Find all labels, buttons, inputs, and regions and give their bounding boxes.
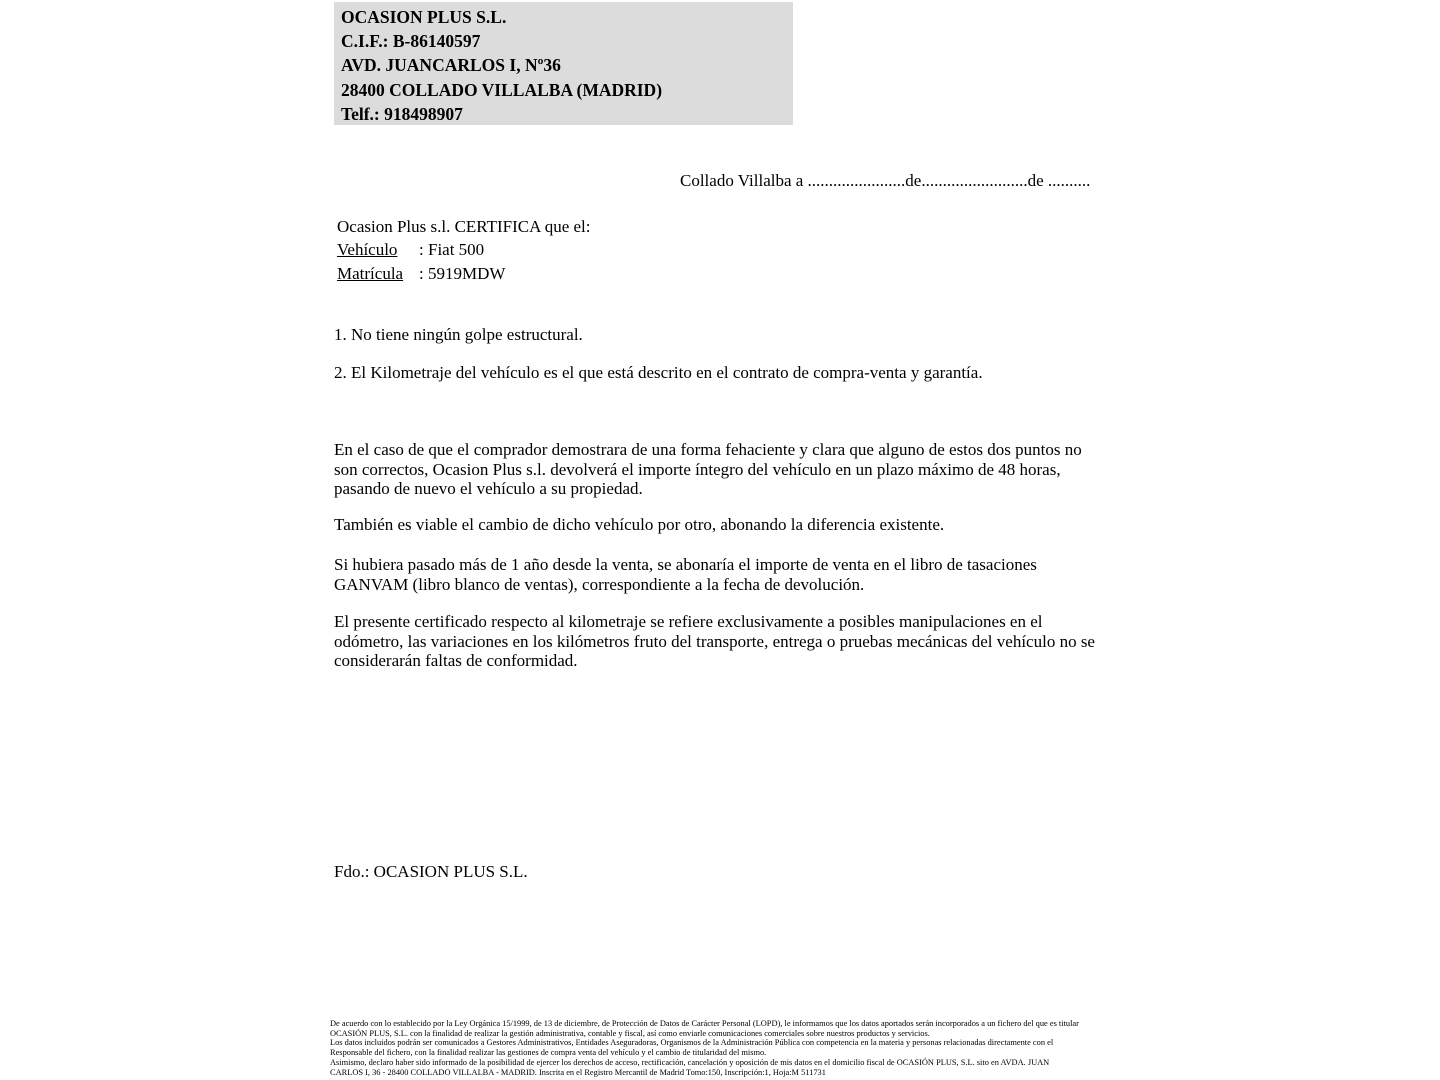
company-address: AVD. JUANCARLOS I, Nº36	[341, 55, 561, 76]
company-cif: C.I.F.: B-86140597	[341, 31, 481, 52]
plate-label: Matrícula	[337, 264, 404, 283]
certify-intro: Ocasion Plus s.l. CERTIFICA que el:	[337, 217, 591, 236]
clause-structural-damage: 1. No tiene ningún golpe estructural.	[334, 325, 583, 344]
legal-footer	[330, 1019, 1120, 1077]
company-name: OCASION PLUS S.L.	[341, 7, 507, 27]
paragraph-odometer-scope: El presente certificado respecto al kilometraje se refiere exclusivamente a posibles manipulaciones en el odómetro, las variaciones en los kilómetros fruto del transporte, entrega o pruebas mecánicas del vehículo no se considerarán faltas de conformidad.	[334, 612, 1095, 671]
vehicle-separator: :	[419, 240, 428, 259]
vehicle-field-row	[337, 240, 484, 260]
date-line: Collado Villalba a .......................de.........................de ..........	[680, 171, 1091, 190]
paragraph-ganvam-value: Si hubiera pasado más de 1 año desde la venta, se abonaría el importe de venta en el libro de tasaciones GANVAM (libro blanco de ventas), correspondiente a la fecha de devolución.	[334, 555, 1037, 594]
plate-field-row	[337, 264, 505, 284]
clause-mileage: 2. El Kilometraje del vehículo es el que está descrito en el contrato de compra-venta y garantía.	[334, 363, 983, 382]
plate-separator: :	[419, 264, 428, 283]
vehicle-label: Vehículo	[337, 240, 398, 259]
legal-footer-line: Asimismo, declaro haber sido informado de la posibilidad de ejercer los derechos de acceso, rectificación, cancelación y oposición de mis datos en el domicilio fiscal de OCASIÓN PLUS, S.L. sito en AVDA. JUAN	[330, 1057, 1050, 1067]
legal-footer-line: CARLOS I, 36 - 28400 COLLADO VILLALBA - MADRID. Inscrita en el Registro Mercantil de Madrid Tomo:150, Inscripción:1, Hoja:M 511731	[330, 1067, 826, 1077]
legal-footer-line: OCASIÓN PLUS, S.L. con la finalidad de realizar la gestión administrativa, contable y fiscal, así como enviarle comunicaciones comerciales sobre nuestros productos y servicios.	[330, 1028, 930, 1038]
legal-footer-line: De acuerdo con lo establecido por la Ley Orgánica 15/1999, de 13 de diciembre, de Protección de Datos de Carácter Personal (LOPD), le informamos que los datos aportados serán incorporados a un fichero del que es titular	[330, 1019, 1079, 1028]
legal-footer-line: Los datos incluidos podrán ser comunicados a Gestores Administrativos, Entidades Aseguradoras, Organismos de la Administración Pública con competencia en la materia y personas relacionadas directamente con el	[330, 1038, 1054, 1048]
company-phone: Telf.: 918498907	[341, 103, 463, 124]
paragraph-refund-policy: En el caso de que el comprador demostrara de una forma fehaciente y clara que alguno de estos dos puntos no son correctos, Ocasion Plus s.l. devolverá el importe íntegro del vehículo en un plazo máximo de 48 horas, pasando de nuevo el vehículo a su propiedad.	[334, 440, 1082, 499]
legal-footer-line: Responsable del fichero, con la finalidad realizar las gestiones de compra venta del vehículo y el cambio de titularidad del mismo.	[330, 1048, 767, 1058]
signature-line: Fdo.: OCASION PLUS S.L.	[334, 862, 528, 881]
plate-value: 5919MDW	[427, 264, 506, 283]
company-header-box	[334, 2, 793, 125]
paragraph-exchange-option: También es viable el cambio de dicho vehículo por otro, abonando la diferencia existente.	[334, 515, 945, 534]
company-city: 28400 COLLADO VILLALBA (MADRID)	[341, 79, 663, 100]
vehicle-value: Fiat 500	[427, 240, 485, 259]
